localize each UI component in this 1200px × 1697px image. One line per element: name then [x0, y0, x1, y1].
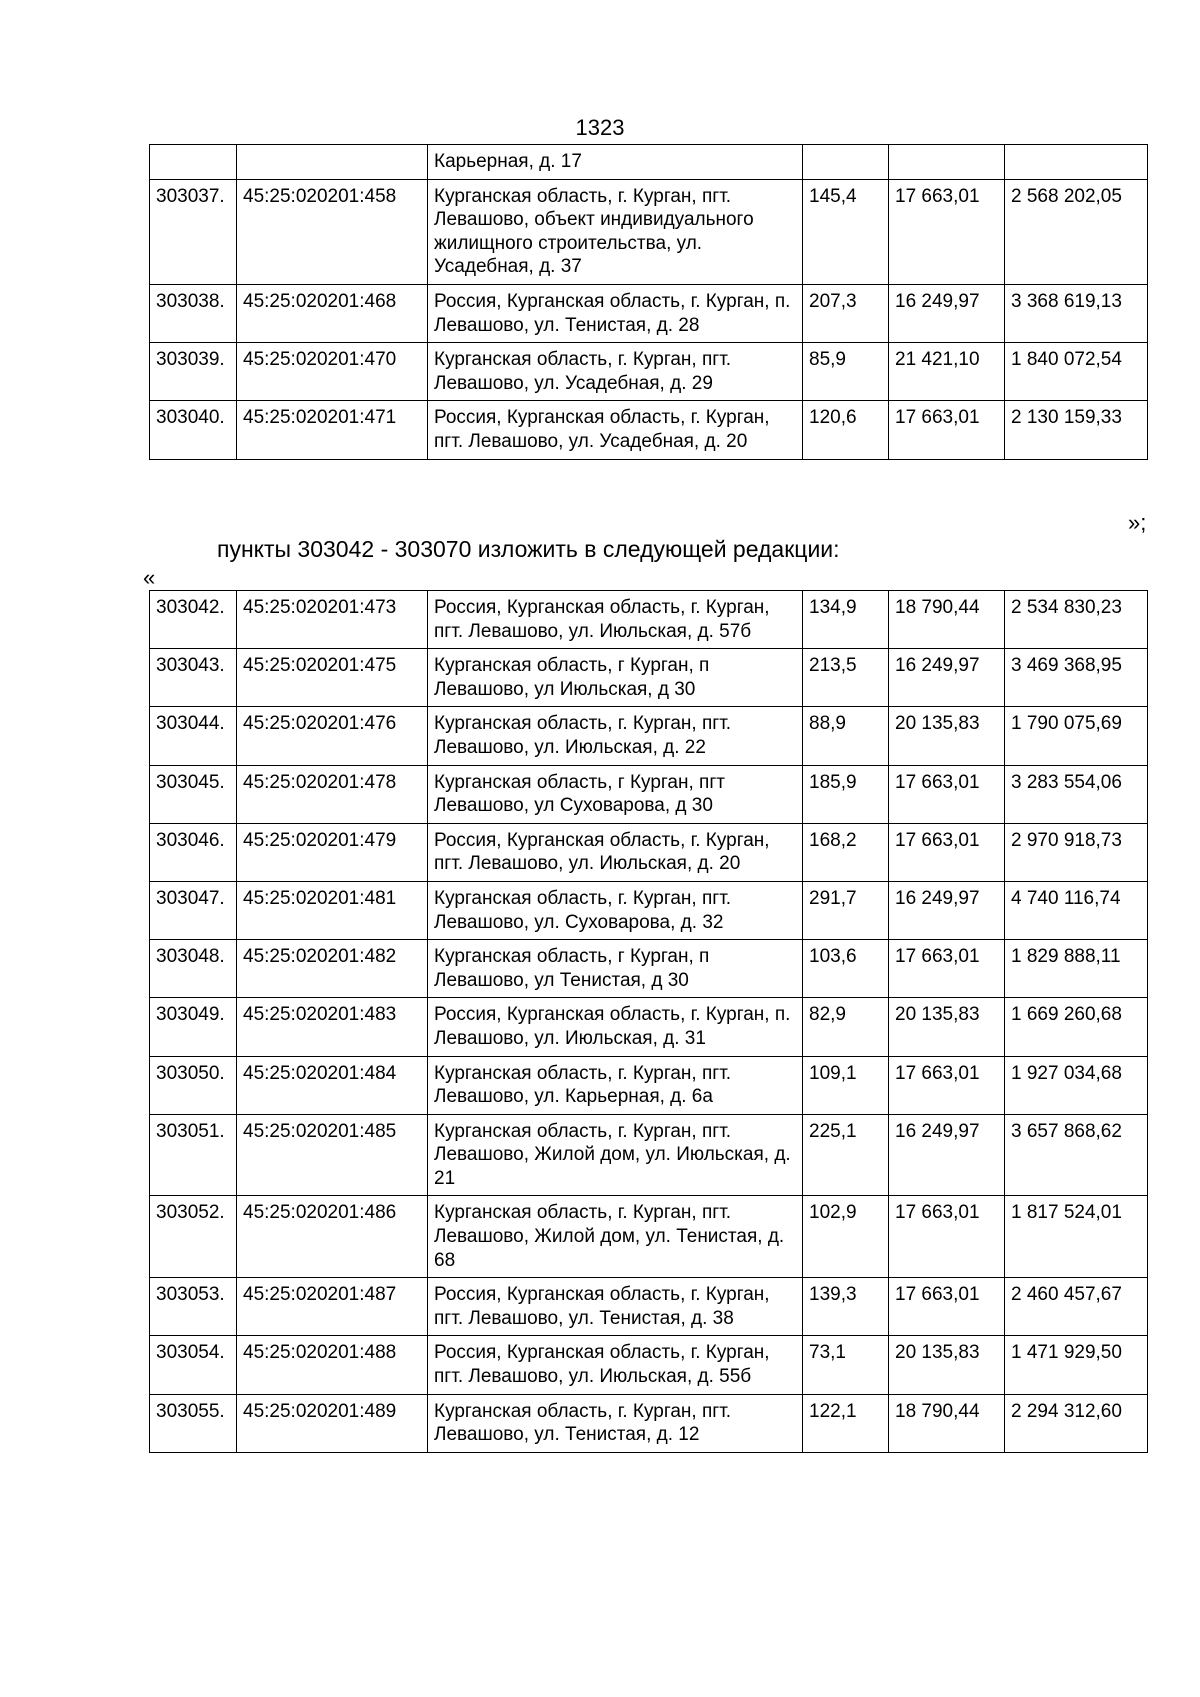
- specific-value-cell: 16 249,97: [889, 284, 1005, 342]
- cadastral-number-cell: 45:25:020201:458: [237, 179, 428, 284]
- cadastral-table-continued: [149, 144, 1148, 460]
- table-row: [150, 145, 1148, 180]
- table-row: [150, 940, 1148, 998]
- area-cell: 73,1: [803, 1336, 889, 1394]
- area-cell: 145,4: [803, 179, 889, 284]
- address-cell: Россия, Курганская область, г. Курган, пгт. Левашово, ул. Усадебная, д. 20: [428, 401, 803, 459]
- address-cell: Курганская область, г Курган, пгт Левашово, ул Суховарова, д 30: [428, 765, 803, 823]
- cadastral-number-cell: 45:25:020201:484: [237, 1056, 428, 1114]
- specific-value-cell: 17 663,01: [889, 179, 1005, 284]
- area-cell: 85,9: [803, 343, 889, 401]
- row-number-cell: 303049.: [150, 998, 237, 1056]
- cadastral-number-cell: 45:25:020201:476: [237, 707, 428, 765]
- specific-value-cell: 16 249,97: [889, 881, 1005, 939]
- row-number-cell: 303037.: [150, 179, 237, 284]
- row-number-cell: 303045.: [150, 765, 237, 823]
- cadastral-number-cell: 45:25:020201:489: [237, 1394, 428, 1452]
- cadastral-number-cell: 45:25:020201:478: [237, 765, 428, 823]
- cadastral-value-cell: 4 740 116,74: [1005, 881, 1148, 939]
- cadastral-number-cell: 45:25:020201:468: [237, 284, 428, 342]
- cadastral-value-cell: 1 471 929,50: [1005, 1336, 1148, 1394]
- address-cell: Россия, Курганская область, г. Курган, пгт. Левашово, ул. Июльская, д. 20: [428, 823, 803, 881]
- table-row: [150, 179, 1148, 284]
- cadastral-value-cell: 1 927 034,68: [1005, 1056, 1148, 1114]
- area-cell: [803, 145, 889, 180]
- area-cell: 225,1: [803, 1114, 889, 1196]
- address-cell: Россия, Курганская область, г. Курган, пгт. Левашово, ул. Тенистая, д. 38: [428, 1278, 803, 1336]
- row-number-cell: 303038.: [150, 284, 237, 342]
- area-cell: 207,3: [803, 284, 889, 342]
- cadastral-value-cell: 1 840 072,54: [1005, 343, 1148, 401]
- specific-value-cell: 17 663,01: [889, 940, 1005, 998]
- cadastral-value-cell: 2 294 312,60: [1005, 1394, 1148, 1452]
- cadastral-value-cell: 2 130 159,33: [1005, 401, 1148, 459]
- cadastral-number-cell: 45:25:020201:488: [237, 1336, 428, 1394]
- table-row: [150, 881, 1148, 939]
- table-row: [150, 1056, 1148, 1114]
- address-cell: Курганская область, г. Курган, пгт. Левашово, ул. Карьерная, д. 6а: [428, 1056, 803, 1114]
- specific-value-cell: 18 790,44: [889, 591, 1005, 649]
- address-cell: Курганская область, г. Курган, пгт. Левашово, объект индивидуального жилищного строительства, ул. Усадебная, д. 37: [428, 179, 803, 284]
- row-number-cell: 303051.: [150, 1114, 237, 1196]
- cadastral-value-cell: 1 817 524,01: [1005, 1196, 1148, 1278]
- specific-value-cell: 20 135,83: [889, 998, 1005, 1056]
- cadastral-value-cell: 3 469 368,95: [1005, 649, 1148, 707]
- row-number-cell: 303047.: [150, 881, 237, 939]
- specific-value-cell: 17 663,01: [889, 1056, 1005, 1114]
- cadastral-value-cell: [1005, 145, 1148, 180]
- table-row: [150, 1196, 1148, 1278]
- area-cell: 168,2: [803, 823, 889, 881]
- cadastral-number-cell: 45:25:020201:470: [237, 343, 428, 401]
- address-cell: Курганская область, г Курган, п Левашово, ул Тенистая, д 30: [428, 940, 803, 998]
- cadastral-number-cell: [237, 145, 428, 180]
- specific-value-cell: [889, 145, 1005, 180]
- specific-value-cell: 17 663,01: [889, 401, 1005, 459]
- specific-value-cell: 20 135,83: [889, 707, 1005, 765]
- table-row: [150, 591, 1148, 649]
- table-row: [150, 707, 1148, 765]
- cadastral-number-cell: 45:25:020201:475: [237, 649, 428, 707]
- area-cell: 134,9: [803, 591, 889, 649]
- row-number-cell: 303046.: [150, 823, 237, 881]
- address-cell: Курганская область, г. Курган, пгт. Левашово, Жилой дом, ул. Июльская, д. 21: [428, 1114, 803, 1196]
- area-cell: 102,9: [803, 1196, 889, 1278]
- cadastral-value-cell: 3 368 619,13: [1005, 284, 1148, 342]
- specific-value-cell: 17 663,01: [889, 1196, 1005, 1278]
- table-row: [150, 1114, 1148, 1196]
- cadastral-value-cell: 2 534 830,23: [1005, 591, 1148, 649]
- cadastral-number-cell: 45:25:020201:483: [237, 998, 428, 1056]
- address-cell: Россия, Курганская область, г. Курган, п. Левашово, ул. Тенистая, д. 28: [428, 284, 803, 342]
- area-cell: 213,5: [803, 649, 889, 707]
- specific-value-cell: 21 421,10: [889, 343, 1005, 401]
- specific-value-cell: 17 663,01: [889, 823, 1005, 881]
- table-row: [150, 1394, 1148, 1452]
- cadastral-table-amended: [149, 590, 1148, 1453]
- address-cell: Курганская область, г Курган, п Левашово, ул Июльская, д 30: [428, 649, 803, 707]
- specific-value-cell: 18 790,44: [889, 1394, 1005, 1452]
- cadastral-number-cell: 45:25:020201:482: [237, 940, 428, 998]
- cadastral-value-cell: 2 460 457,67: [1005, 1278, 1148, 1336]
- address-cell: Россия, Курганская область, г. Курган, пгт. Левашово, ул. Июльская, д. 55б: [428, 1336, 803, 1394]
- address-cell: Курганская область, г. Курган, пгт. Левашово, ул. Усадебная, д. 29: [428, 343, 803, 401]
- cadastral-value-cell: 2 568 202,05: [1005, 179, 1148, 284]
- area-cell: 120,6: [803, 401, 889, 459]
- cadastral-number-cell: 45:25:020201:486: [237, 1196, 428, 1278]
- cadastral-number-cell: 45:25:020201:479: [237, 823, 428, 881]
- cadastral-number-cell: 45:25:020201:473: [237, 591, 428, 649]
- cadastral-number-cell: 45:25:020201:485: [237, 1114, 428, 1196]
- specific-value-cell: 16 249,97: [889, 1114, 1005, 1196]
- specific-value-cell: 20 135,83: [889, 1336, 1005, 1394]
- table-row: [150, 1336, 1148, 1394]
- closing-quote-mark: »;: [1128, 510, 1147, 535]
- table-row: [150, 765, 1148, 823]
- cadastral-value-cell: 3 283 554,06: [1005, 765, 1148, 823]
- cadastral-value-cell: 1 829 888,11: [1005, 940, 1148, 998]
- area-cell: 88,9: [803, 707, 889, 765]
- row-number-cell: 303043.: [150, 649, 237, 707]
- row-number-cell: 303052.: [150, 1196, 237, 1278]
- row-number-cell: 303044.: [150, 707, 237, 765]
- cadastral-value-cell: 1 790 075,69: [1005, 707, 1148, 765]
- table-row: [150, 1278, 1148, 1336]
- area-cell: 109,1: [803, 1056, 889, 1114]
- address-cell: Россия, Курганская область, г. Курган, п. Левашово, ул. Июльская, д. 31: [428, 998, 803, 1056]
- cadastral-number-cell: 45:25:020201:471: [237, 401, 428, 459]
- table-row: [150, 649, 1148, 707]
- area-cell: 291,7: [803, 881, 889, 939]
- specific-value-cell: 17 663,01: [889, 1278, 1005, 1336]
- cadastral-number-cell: 45:25:020201:481: [237, 881, 428, 939]
- row-number-cell: 303053.: [150, 1278, 237, 1336]
- cadastral-number-cell: 45:25:020201:487: [237, 1278, 428, 1336]
- row-number-cell: 303040.: [150, 401, 237, 459]
- address-cell: Курганская область, г. Курган, пгт. Левашово, Жилой дом, ул. Тенистая, д. 68: [428, 1196, 803, 1278]
- cadastral-value-cell: 3 657 868,62: [1005, 1114, 1148, 1196]
- specific-value-cell: 16 249,97: [889, 649, 1005, 707]
- row-number-cell: 303055.: [150, 1394, 237, 1452]
- cadastral-value-cell: 1 669 260,68: [1005, 998, 1148, 1056]
- area-cell: 139,3: [803, 1278, 889, 1336]
- area-cell: 185,9: [803, 765, 889, 823]
- address-cell: Курганская область, г. Курган, пгт. Левашово, ул. Тенистая, д. 12: [428, 1394, 803, 1452]
- table-row: [150, 343, 1148, 401]
- area-cell: 103,6: [803, 940, 889, 998]
- row-number-cell: [150, 145, 237, 180]
- cadastral-value-cell: 2 970 918,73: [1005, 823, 1148, 881]
- address-cell: Курганская область, г. Курган, пгт. Левашово, ул. Суховарова, д. 32: [428, 881, 803, 939]
- table-row: [150, 998, 1148, 1056]
- table-row: [150, 284, 1148, 342]
- address-cell: Россия, Курганская область, г. Курган, пгт. Левашово, ул. Июльская, д. 57б: [428, 591, 803, 649]
- area-cell: 82,9: [803, 998, 889, 1056]
- table-row: [150, 823, 1148, 881]
- row-number-cell: 303048.: [150, 940, 237, 998]
- row-number-cell: 303039.: [150, 343, 237, 401]
- table-row: [150, 401, 1148, 459]
- row-number-cell: 303042.: [150, 591, 237, 649]
- address-cell: Курганская область, г. Курган, пгт. Левашово, ул. Июльская, д. 22: [428, 707, 803, 765]
- address-cell: Карьерная, д. 17: [428, 145, 803, 180]
- area-cell: 122,1: [803, 1394, 889, 1452]
- opening-quote-mark: «: [143, 565, 156, 590]
- page-number: 1323: [575, 115, 625, 140]
- row-number-cell: 303054.: [150, 1336, 237, 1394]
- specific-value-cell: 17 663,01: [889, 765, 1005, 823]
- amendment-instruction: пункты 303042 - 303070 изложить в следующей редакции:: [217, 536, 840, 562]
- row-number-cell: 303050.: [150, 1056, 237, 1114]
